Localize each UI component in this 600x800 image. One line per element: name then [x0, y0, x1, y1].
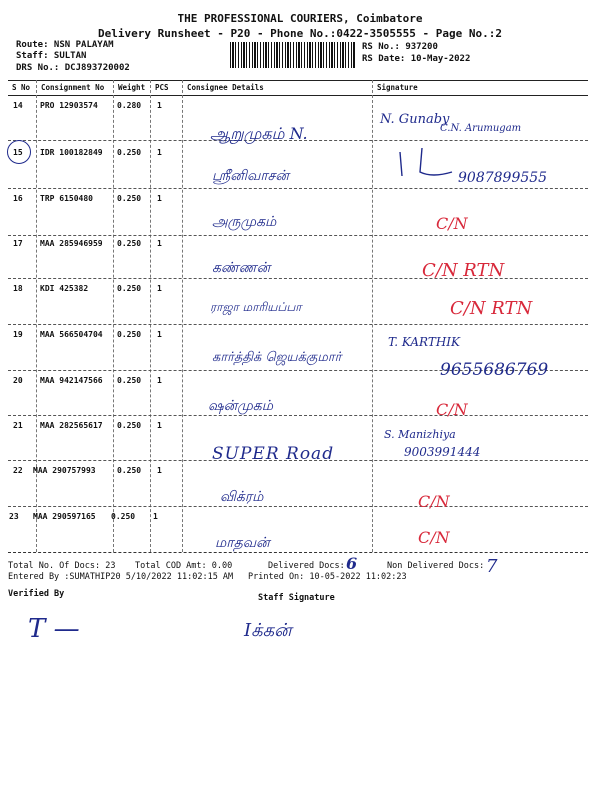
row-sno: 17	[13, 239, 23, 248]
row-pcs: 1	[157, 421, 162, 430]
col-header-pcs: PCS	[155, 83, 169, 92]
handwritten-signature: T. KARTHIK	[388, 335, 461, 349]
row-consignment: TRP 6150480	[40, 194, 93, 203]
row-sno: 23	[9, 512, 19, 521]
row-sno: 14	[13, 101, 23, 110]
handwritten-status: C/N	[418, 492, 450, 511]
handwritten-signature: C.N. Arumugam	[440, 123, 522, 134]
row-weight: 0.250	[117, 194, 142, 203]
row-consignment: MAA 942147566	[40, 376, 103, 385]
row-consignment: MAA 282565617	[40, 421, 103, 430]
total-cod: Total COD Amt: 0.00	[135, 561, 233, 571]
sno-circle-mark	[7, 140, 31, 164]
table-row	[0, 235, 600, 281]
row-weight: 0.250	[117, 284, 142, 293]
delivered-docs-label: Delivered Docs:	[268, 561, 345, 571]
row-weight: 0.250	[117, 376, 142, 385]
printed-on: Printed On: 10-05-2022 11:02:23	[248, 572, 407, 582]
row-pcs: 1	[157, 330, 162, 339]
row-sno: 18	[13, 284, 23, 293]
handwritten-phone: 9003991444	[404, 445, 481, 459]
row-consignment: MAA 290757993	[33, 466, 96, 475]
table-row	[0, 460, 600, 506]
total-docs: Total No. Of Docs: 23	[8, 561, 116, 571]
row-pcs: 1	[157, 239, 162, 248]
row-weight: 0.250	[117, 466, 142, 475]
barcode	[230, 42, 355, 68]
col-header-consignment: Consignment No	[41, 83, 105, 92]
rs-date: RS Date: 10-May-2022	[362, 54, 471, 64]
row-consignment: MAA 285946959	[40, 239, 103, 248]
handwritten-signature: S. Manizhiya	[384, 428, 456, 441]
handwritten-consignee: ஷன்முகம்	[208, 398, 274, 414]
row-weight: 0.250	[117, 148, 142, 157]
row-pcs: 1	[157, 148, 162, 157]
rs-number: RS No.: 937200	[362, 42, 438, 52]
handwritten-consignee: ஆறுமுகம் N.	[210, 124, 308, 143]
row-sno: 19	[13, 330, 23, 339]
staff-label: Staff: SULTAN	[16, 51, 87, 61]
col-header-consignee: Consignee Details	[187, 83, 264, 92]
table-row	[0, 506, 600, 552]
handwritten-status: C/N RTN	[450, 298, 533, 319]
table-row	[0, 188, 600, 234]
row-pcs: 1	[157, 466, 162, 475]
handwritten-signature: N. Gunaby	[380, 112, 450, 127]
handwritten-consignee: ராஜா மாரியப்பா	[210, 300, 302, 314]
table-top-border	[8, 80, 588, 81]
row-pcs: 1	[157, 194, 162, 203]
handwritten-status: C/N	[436, 400, 468, 419]
handwritten-consignee: அருமுகம்	[212, 214, 277, 230]
row-weight: 0.250	[117, 239, 142, 248]
row-weight: 0.250	[117, 421, 142, 430]
row-consignment: MAA 566504704	[40, 330, 103, 339]
col-header-sno: S No	[12, 83, 31, 92]
row-pcs: 1	[157, 376, 162, 385]
handwritten-consignee: ஸ்ரீனிவாசன்	[212, 168, 289, 184]
non-delivered-docs-count: 7	[486, 556, 498, 577]
row-sno: 21	[13, 421, 23, 430]
verified-signature: T —	[28, 614, 80, 644]
row-consignment: KDI 425382	[40, 284, 89, 293]
verified-by-label: Verified By	[8, 589, 65, 599]
handwritten-status: C/N	[418, 528, 450, 547]
entered-by: Entered By :SUMATHIP20 5/10/2022 11:02:15 AM	[8, 572, 234, 582]
row-pcs: 1	[153, 512, 158, 521]
row-sno: 16	[13, 194, 23, 203]
row-sno: 22	[13, 466, 23, 475]
staff-signature-label: Staff Signature	[258, 593, 335, 603]
row-weight: 0.250	[117, 330, 142, 339]
handwritten-consignee: கண்ணன்	[212, 260, 271, 276]
handwritten-status: C/N	[436, 214, 468, 233]
row-weight: 0.280	[117, 101, 142, 110]
row-consignment: IDR 100182849	[40, 148, 103, 157]
col-header-signature: Signature	[377, 83, 418, 92]
handwritten-status: C/N RTN	[422, 260, 505, 281]
route-label: Route: NSN PALAYAM	[16, 40, 114, 50]
signature-scribble	[392, 142, 462, 182]
handwritten-consignee: SUPER Road	[212, 444, 335, 464]
delivered-docs-count: 6	[346, 554, 358, 573]
document-subtitle: Delivery Runsheet - P20 - Phone No.:0422-3505555 - Page No.:2	[98, 27, 502, 40]
row-consignment: PRO 12903574	[40, 101, 98, 110]
handwritten-phone: 9655686769	[440, 360, 549, 380]
handwritten-phone: 9087899555	[458, 170, 548, 186]
handwritten-consignee: விக்ரம்	[220, 489, 264, 505]
staff-signature: Iக்கன்	[244, 620, 292, 641]
non-delivered-docs-label: Non Delivered Docs:	[387, 561, 485, 571]
col-header-weight: Weight	[118, 83, 146, 92]
row-pcs: 1	[157, 101, 162, 110]
handwritten-consignee: மாதவன்	[215, 535, 270, 551]
table-bottom-border	[8, 552, 588, 553]
drs-number: DRS No.: DCJ893720002	[16, 63, 130, 73]
row-sno: 20	[13, 376, 23, 385]
document-title: THE PROFESSIONAL COURIERS, Coimbatore	[177, 12, 423, 25]
row-pcs: 1	[157, 284, 162, 293]
handwritten-consignee: கார்த்திக் ஜெயக்குமார்	[212, 350, 342, 365]
row-consignment: MAA 290597165	[33, 512, 96, 521]
row-weight: 0.250	[111, 512, 136, 521]
row-sno: 15	[13, 148, 23, 157]
